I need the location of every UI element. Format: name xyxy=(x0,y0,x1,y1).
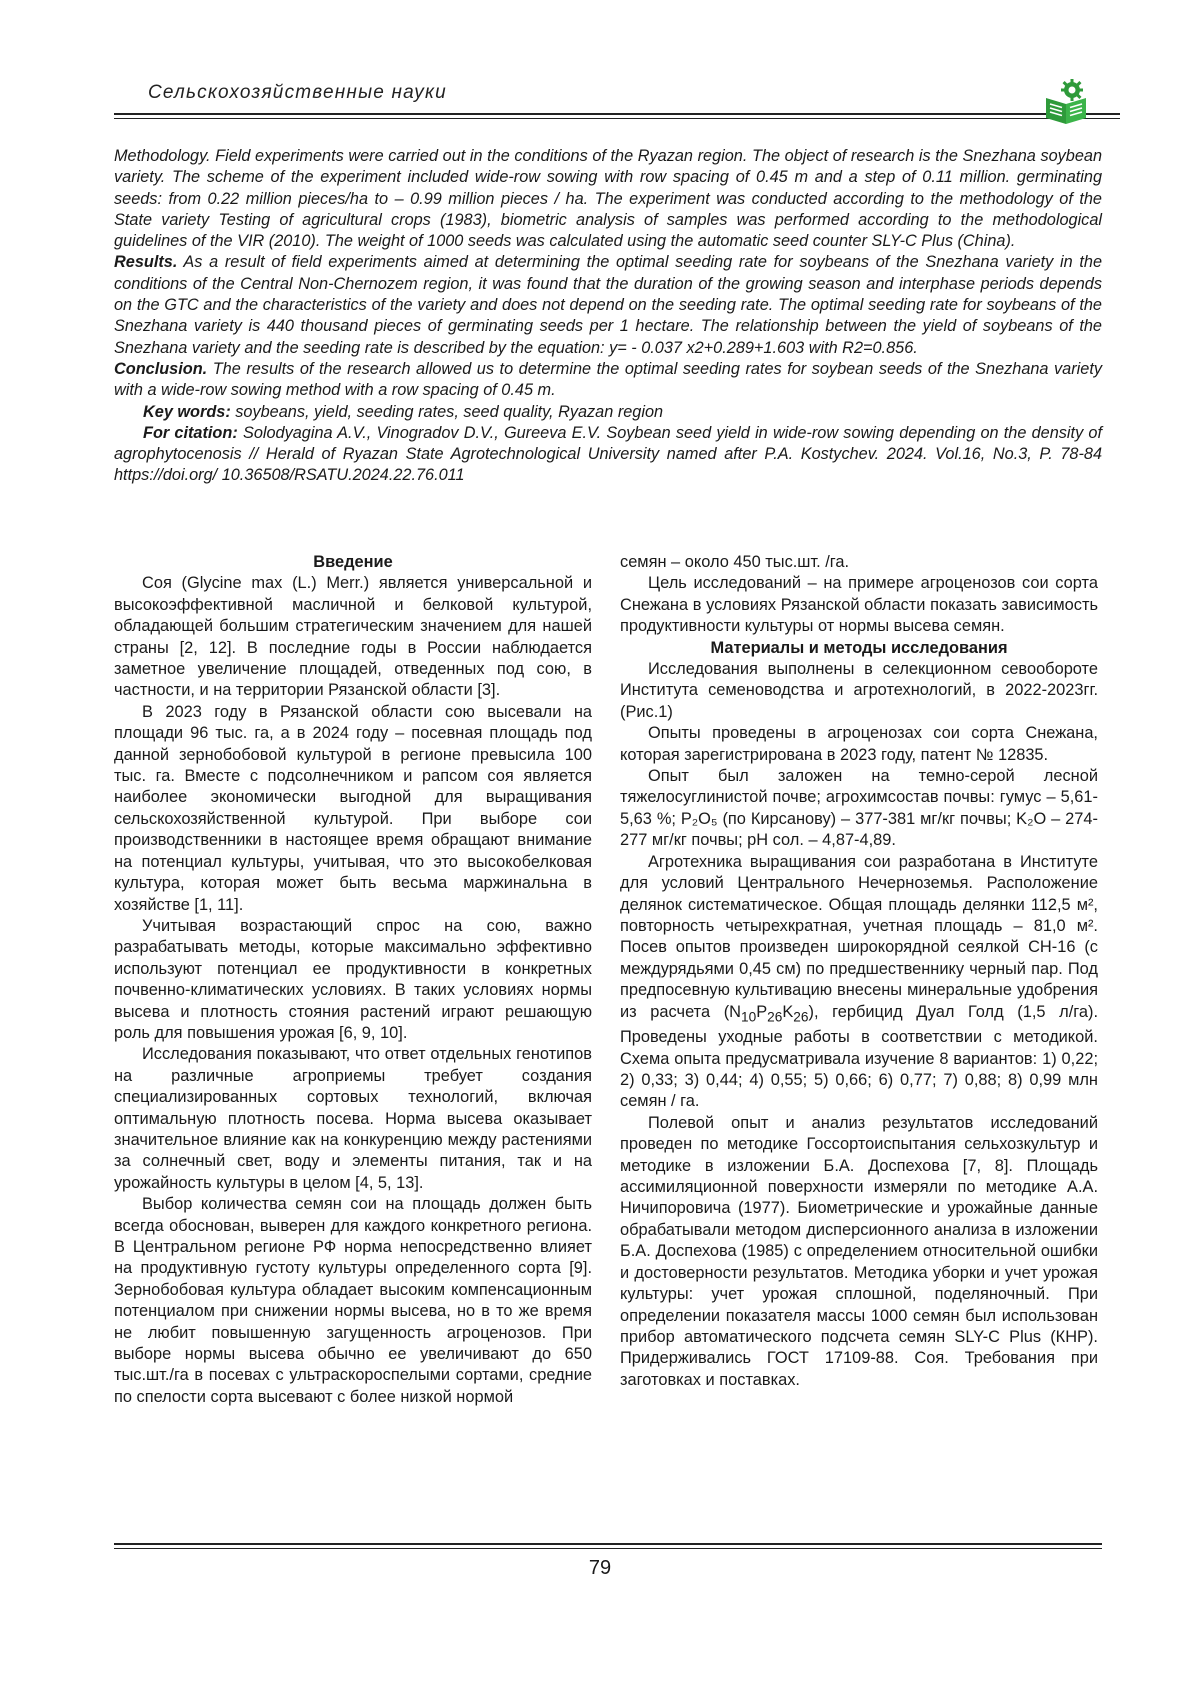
intro-paragraph: Выбор количества семян сои на площадь должен быть всегда обоснован, выверен для каждого конкретного региона. В Центральном регионе РФ норма непосредственно влияет на продуктивную густоту культуры определенного сорта [9]. Зернобобовая культура обладает высоким компенсационным потенциалом при снижении нормы высева, но в то же время не любит повышенную загущенность агроценозов. При выборе нормы высева обычно ее увеличивают до 650 тыс.шт./га в посевах с ультраскороспелыми сортами, средние по спелости сорта высевают с более низкой нормой xyxy=(114,1195,592,1406)
abstract-methodology: Methodology. Field experiments were carried out in the conditions of the Ryazan region. The object of research is the Snezhana soybean variety. The scheme of the experiment included wide-row sowing with row spacing of 0.45 m and a step of 0.11 million. germinating seeds: from 0.22 million pieces/ha to – 0.99 million pieces / ha. The experiment was conducted according to the methodology of the State variety Testing of agricultural crops (1983), biometric analysis of samples was performed according to the methodological guidelines of the VIR (2010). The weight of 1000 seeds was calculated using the automatic seed counter SLY-C Plus (China). xyxy=(114,147,1102,251)
abstract xyxy=(114,146,1102,487)
intro-paragraph: Учитывая возрастающий спрос на сою, важно разрабатывать методы, которые максимально эффективно используют потенциал ее продуктивности в конкретных почвенно-климатических условиях. В таких условиях нормы высева и плотность стояния растений играют решающую роль для повышения урожая [6, 9, 10]. xyxy=(114,916,592,1042)
keywords-label: Key words: xyxy=(143,402,231,421)
methods-paragraph: Опыт был заложен на темно-серой лесной тяжелосуглинистой почве; агрохимсостав почвы: гумус – 5,61-5,63 %; P₂O₅ (по Кирсанову) – 377-381 мг/кг почвы; K₂O – 274-277 мг/кг почвы; pH сол. – 4,87-4,89. xyxy=(620,767,1098,850)
conclusion-text: The results of the research allowed us to determine the optimal seeding rates for soybean seeds of the Snezhana variety with a wide-row sowing method with a row spacing of 0.45 m. xyxy=(114,359,1102,400)
agrotech-text: Агротехника выращивания сои разработана в Институте для условий Центрального Нечерноземья. Расположение делянок систематическое. Общая площадь делянки 112,5 м², повторность четырехкратная, учетная площадь – 81,0 м². Посев опытов произведен широкорядной сеялкой СН-16 (с междурядьями 0,45 см) по предшественнику черный пар. Под предпосевную культивацию внесены минеральные удобрения из расчета (N xyxy=(620,852,1098,1021)
citation-text: Solodyagina A.V., Vinogradov D.V., Gureeva E.V. Soybean seed yield in wide-row sowing depending on the density of agrophytocenosis // Herald of Ryazan State Agrotechnological University named after P.A. Kostychev. 2024. Vol.16, No.3, P. 78-84 https://doi.org/ 10.36508/RSATU.2024.22.76.011 xyxy=(114,423,1102,485)
results-label: Results. xyxy=(114,253,178,272)
nitrogen-subscript: 10 xyxy=(741,1008,757,1024)
left-column xyxy=(114,552,592,1408)
footer-rule-thin xyxy=(114,1548,1102,1549)
methods-paragraph xyxy=(620,852,1098,1113)
agrotech-text-continued: ), гербицид Дуал Голд (1,5 л/га). Проведены уходные работы в соответствии с методикой. Схема опыта предусматривала изучение 8 вариантов: 1) 0,22; 2) 0,33; 3) 0,44; 4) 0,55; 5) 0,66; 6) 0,77; 7) 0,88; 8) 0,99 млн семян / га. xyxy=(620,1002,1098,1111)
intro-paragraph: В 2023 году в Рязанской области сою высевали на площади 96 тыс. га, а в 2024 году – посевная площадь под данной зернобобовой культурой в регионе превысила 100 тыс. га. Вместе с подсолнечником и рапсом соя является наиболее экономически выгодной для выращивания сельскохозяйственной культурой. При выборе сои производственники в настоящее время обращают внимание на потенциал культуры, учитывая, что это высокобелковая культура, которая может быть весьма маржинальна в хозяйстве [1, 11]. xyxy=(114,702,592,914)
goal-paragraph: Цель исследований – на примере агроценозов сои сорта Снежана в условиях Рязанской области показать зависимость продуктивности культуры от нормы высева семян. xyxy=(620,574,1098,636)
journal-section-title: Сельскохозяйственные науки xyxy=(148,82,447,103)
footer-rule xyxy=(114,1543,1102,1545)
right-column xyxy=(620,552,1098,1391)
conclusion-label: Conclusion. xyxy=(114,359,208,378)
header-rule-thin xyxy=(114,118,1120,119)
keywords-text: soybeans, yield, seeding rates, seed quality, Ryazan region xyxy=(230,402,664,421)
results-text: As a result of field experiments aimed at determining the optimal seeding rate for soybeans of the Snezhana variety in the conditions of the Central Non-Chernozem region, it was found that the duration of the growing season and interphase periods depends on the GTC and the characteristics of the variety and does not depend on the seeding rate. The optimal seeding rate for soybeans of the Snezhana variety is 440 thousand pieces of germinating seeds per 1 hectare. The relationship between the yield of soybeans of the Snezhana variety and the seeding rate is described by the equation: y= - 0.037 x2+0.289+1.603 with R2=0.856. xyxy=(114,253,1102,357)
intro-paragraph: Соя (Glycine max (L.) Merr.) является универсальной и высокоэффективной масличной и белковой культурой, обладающей большим стратегическим значением для нашей страны [2, 12]. В последние годы в России наблюдается заметное увеличение площадей, отведенных под сою, в частности, и на территории Рязанской области [3]. xyxy=(114,574,592,700)
header-rule xyxy=(114,113,1120,115)
book-gear-logo-icon xyxy=(1042,78,1090,126)
page-number: 79 xyxy=(588,1557,612,1579)
phosphorus-symbol: P xyxy=(756,1002,768,1021)
potassium-subscript: 26 xyxy=(793,1008,809,1024)
section-heading-methods: Материалы и методы исследования xyxy=(710,638,1008,657)
citation-label: For citation: xyxy=(143,423,238,442)
intro-paragraph: Исследования показывают, что ответ отдельных генотипов на различные агроприемы требует создания специализированных сортовых технологий, включая оптимальную плотность посева. Норма высева оказывает значительное влияние как на конкуренцию между растениями за солнечный свет, воду и элементы питания, так и на урожайность культуры в целом [4, 5, 13]. xyxy=(114,1045,592,1192)
section-heading-introduction: Введение xyxy=(313,553,393,571)
phosphorus-subscript: 26 xyxy=(767,1008,783,1024)
methods-paragraph: Полевой опыт и анализ результатов исследований проведен по методике Госсортоиспытания сельхозкультур и методике в изложении Б.А. Доспехова [7, 8]. Площадь ассимиляционной поверхности измеряли по методике А.А. Ничипоровича (1977). Биометрические и урожайные данные обрабатывали методом дисперсионного анализа в изложении Б.А. Доспехова (1985) с определением относительной ошибки и достоверности результатов. Методика уборки и учет урожая культуры: учет урожая сплошной, поделяночный. При определении показателя массы 1000 семян был использован прибор автоматического подсчета семян SLY-C Plus (КНР). Придерживались ГОСТ 17109-88. Соя. Требования при заготовках и поставках. xyxy=(620,1113,1098,1389)
continuation-paragraph: семян – около 450 тыс.шт. /га. xyxy=(620,553,850,571)
methods-paragraph: Опыты проведены в агроценозах сои сорта Снежана, которая зарегистрирована в 2023 году, патент № 12835. xyxy=(620,724,1098,764)
potassium-symbol: K xyxy=(782,1002,794,1021)
methods-paragraph: Исследования выполнены в селекционном севообороте Института семеноводства и агротехнологий, в 2022-2023гг. (Рис.1) xyxy=(620,660,1098,721)
